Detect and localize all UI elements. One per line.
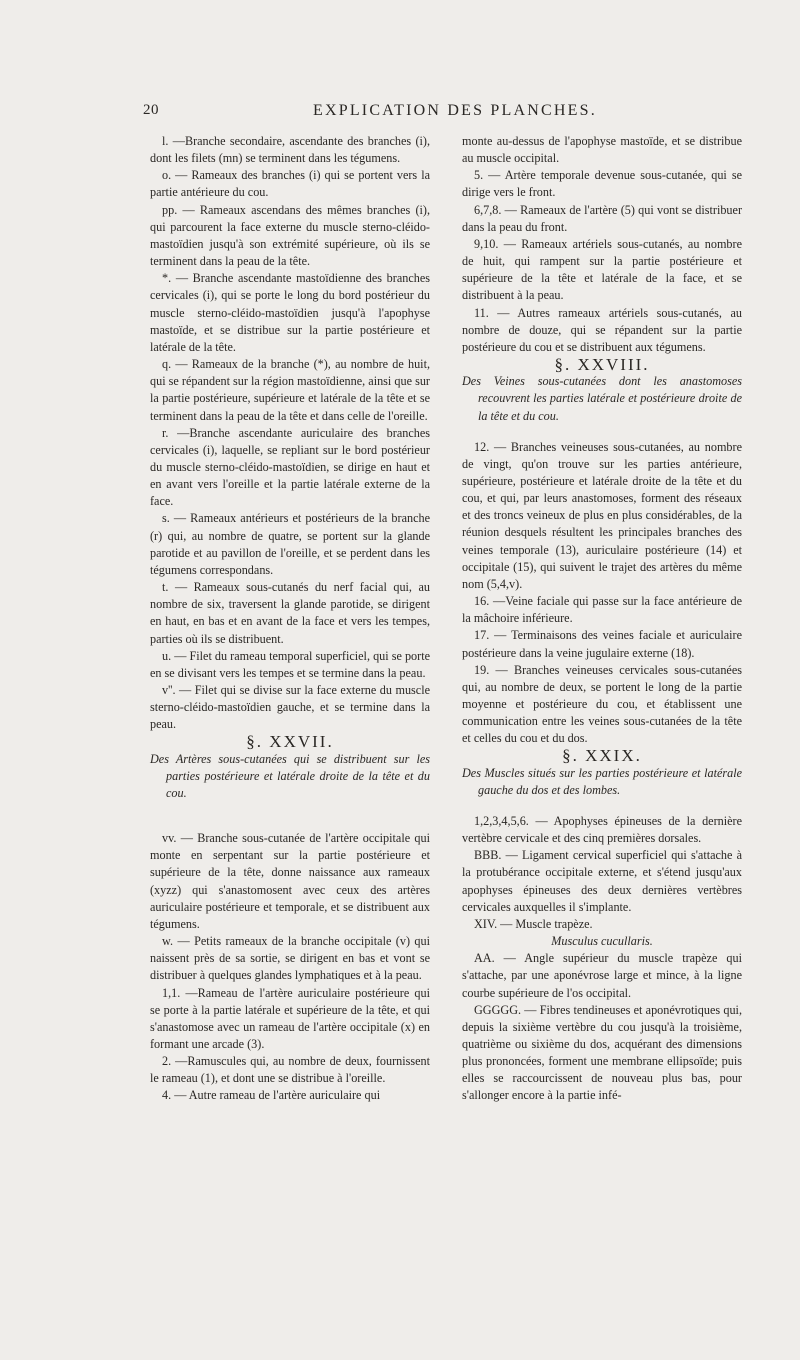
paragraph: l. —Branche secondaire, ascendante des branches (i), dont les filets (mn) se terminent dans les tégumens. <box>150 134 430 166</box>
paragraph: 19. — Branches veineuses cervicales sous-cutanées qui, au nombre de deux, se portent le long de la partie moyenne et postérieure du cou, et établissent une communication entre les veines sous-cutanées de la tête et celles du cou et du dos. <box>462 662 742 746</box>
paragraph: 2. —Ramuscules qui, au nombre de deux, fournissent le rameau (1), et dont une se distribue à l'oreille. <box>150 1054 430 1086</box>
section-title: §. XXVIII. <box>554 355 650 375</box>
paragraph: pp. — Rameaux ascendans des mêmes branches (i), qui parcourent la face externe du muscle sterno-cléido-mastoïdien jusqu'à son extrémité supérieure, où ils se terminent dans la peau de la tête. <box>150 202 430 269</box>
paragraph: 5. — Artère temporale devenue sous-cutanée, qui se dirige vers le front. <box>462 168 742 200</box>
paragraph: monte au-dessus de l'apophyse mastoïde, et se distribue au muscle occipital. <box>462 134 742 166</box>
paragraph: AA. — Angle supérieur du muscle trapèze qui s'attache, par une aponévrose large et mince, à la ligne courbe supérieure de l'os occipital. <box>462 951 742 1000</box>
paragraph: o. — Rameaux des branches (i) qui se portent vers la partie antérieure du cou. <box>150 168 430 200</box>
paragraph: *. — Branche ascendante mastoïdienne des branches cervicales (i), qui se porte le long du bord postérieur du muscle sterno-cléido-mastoïdien jusqu'à l'apophyse mastoïde, et se distribue sur la partie postérieure et latérale de la tête. <box>150 271 430 354</box>
section-title: §. XXIX. <box>562 746 642 766</box>
paragraph: s. — Rameaux antérieurs et postérieurs de la branche (r) qui, au nombre de quatre, se portent sur la glande parotide et au pavillon de l'oreille, et se perdent dans les tégumens correspondans. <box>150 511 430 577</box>
spacer <box>150 816 430 830</box>
section-title: §. XXVII. <box>246 732 334 752</box>
paragraph: v''. — Filet qui se divise sur la face externe du muscle sterno-cléido-mastoïdien gauche, et se termine dans la peau. <box>150 683 430 732</box>
paragraph: w. — Petits rameaux de la branche occipitale (v) qui naissent près de sa sortie, se dirigent en bas et vont se distribuer à quelques glandes lymphatiques et à la peau. <box>150 934 430 983</box>
latin-name: Musculus cucullaris. <box>551 934 653 949</box>
paragraph: XIV. — Muscle trapèze. <box>474 916 593 931</box>
page-number: 20 <box>143 102 159 118</box>
running-title: EXPLICATION DES PLANCHES. <box>313 102 597 119</box>
paragraph: 17. — Terminaisons des veines faciale et auriculaire postérieure dans la veine jugulaire externe (18). <box>462 628 742 660</box>
paragraph: vv. — Branche sous-cutanée de l'artère occipitale qui monte en serpentant sur la partie postérieure et supérieure de la tête, donne naissance aux rameaux (xyzz) qui s'anastomosent avec ceux des artères auriculaire postérieure et temporale, et se distribuent aux tégumens. <box>150 831 430 931</box>
paragraph: 4. — Autre rameau de l'artère auriculaire qui <box>162 1088 381 1103</box>
left-column <box>150 133 430 1105</box>
section-description: Des Veines sous-cutanées dont les anastomoses recouvrent les parties latérale et postérieure droite de la tête et du cou. <box>462 374 742 423</box>
page-header <box>143 102 743 122</box>
paragraph: 11. — Autres rameaux artériels sous-cutanés, au nombre de douze, qui se répandent sur la partie postérieure du cou et se distribuent aux tégumens. <box>462 305 742 354</box>
paragraph: 1,2,3,4,5,6. — Apophyses épineuses de la dernière vertèbre cervicale et des cinq premières dorsales. <box>462 813 742 846</box>
section-description: Des Artères sous-cutanées qui se distribuent sur les parties postérieure et latérale droite de la tête et du cou. <box>150 751 430 800</box>
paragraph: 9,10. — Rameaux artériels sous-cutanés, au nombre de huit, qui rampent sur la partie postérieure et supérieure de la tête et latérale de la face, et se distribuent à la peau. <box>462 236 742 303</box>
paragraph: 16. —Veine faciale qui passe sur la face antérieure de la mâchoire inférieure. <box>462 594 742 626</box>
paragraph: u. — Filet du rameau temporal superficiel, qui se porte en se divisant vers les tempes et se termine dans la peau. <box>150 648 430 680</box>
paragraph: 12. — Branches veineuses sous-cutanées, au nombre de vingt, qu'on trouve sur les parties antérieure, supérieure, postérieure et latérale droite de la tête et du cou, et qui, par leurs anastomoses, forment des réseaux et des troncs veineux de plus en plus considérables, de la réunion desquels résultent les principales branches des veines temporale (13), auriculaire postérieure (14) et occipitale (15), qui suivent le trajet des artères du même nom (5,4,v). <box>462 439 742 591</box>
paragraph: GGGGG. — Fibres tendineuses et aponévrotiques qui, depuis la sixième vertèbre du cou jusqu'à la troisième, quatrième ou sixième du dos, acquérant des dimensions plus prononcées, forment une membrane ellipsoïde; puis elles se raccourcissent de nouveau plus bas, pour s'allonger encore à la partie infé- <box>462 1002 742 1103</box>
paragraph: q. — Rameaux de la branche (*), au nombre de huit, qui se répandent sur la région mastoïdienne, ainsi que sur la partie postérieure, supérieure et latérale de la tête et se terminent dans la peau de la tête et dans celle de l'oreille. <box>150 357 430 423</box>
right-column <box>462 133 742 1105</box>
paragraph: t. — Rameaux sous-cutanés du nerf facial qui, au nombre de six, traversent la glande parotide, se dirigent en haut, en bas et en avant de la face et vers les tempes, parties où ils se distribuent. <box>150 580 430 646</box>
section-description: Des Muscles situés sur les parties postérieure et latérale gauche du dos et des lombes. <box>462 765 742 797</box>
paragraph: 6,7,8. — Rameaux de l'artère (5) qui vont se distribuer dans la peau du front. <box>462 202 742 234</box>
paragraph: r. —Branche ascendante auriculaire des branches cervicales (i), laquelle, se repliant sur le bord postérieur du muscle sterno-cléido-mastoïdien, se dirige en haut et en avant vers l'oreille et la partie latérale externe de la face. <box>150 425 430 509</box>
paragraph: 1,1. —Rameau de l'artère auriculaire postérieure qui se porte à la partie latérale et supérieure de la tête, et qui s'anastomose avec un rameau de l'artère occipitale (x) en formant une arcade (3). <box>150 985 430 1051</box>
paragraph: BBB. — Ligament cervical superficiel qui s'attache à la protubérance occipitale externe, et s'étend jusqu'aux apophyses épineuses des deux dernières vertèbres cervicales auxquelles il s'implante. <box>462 848 742 914</box>
